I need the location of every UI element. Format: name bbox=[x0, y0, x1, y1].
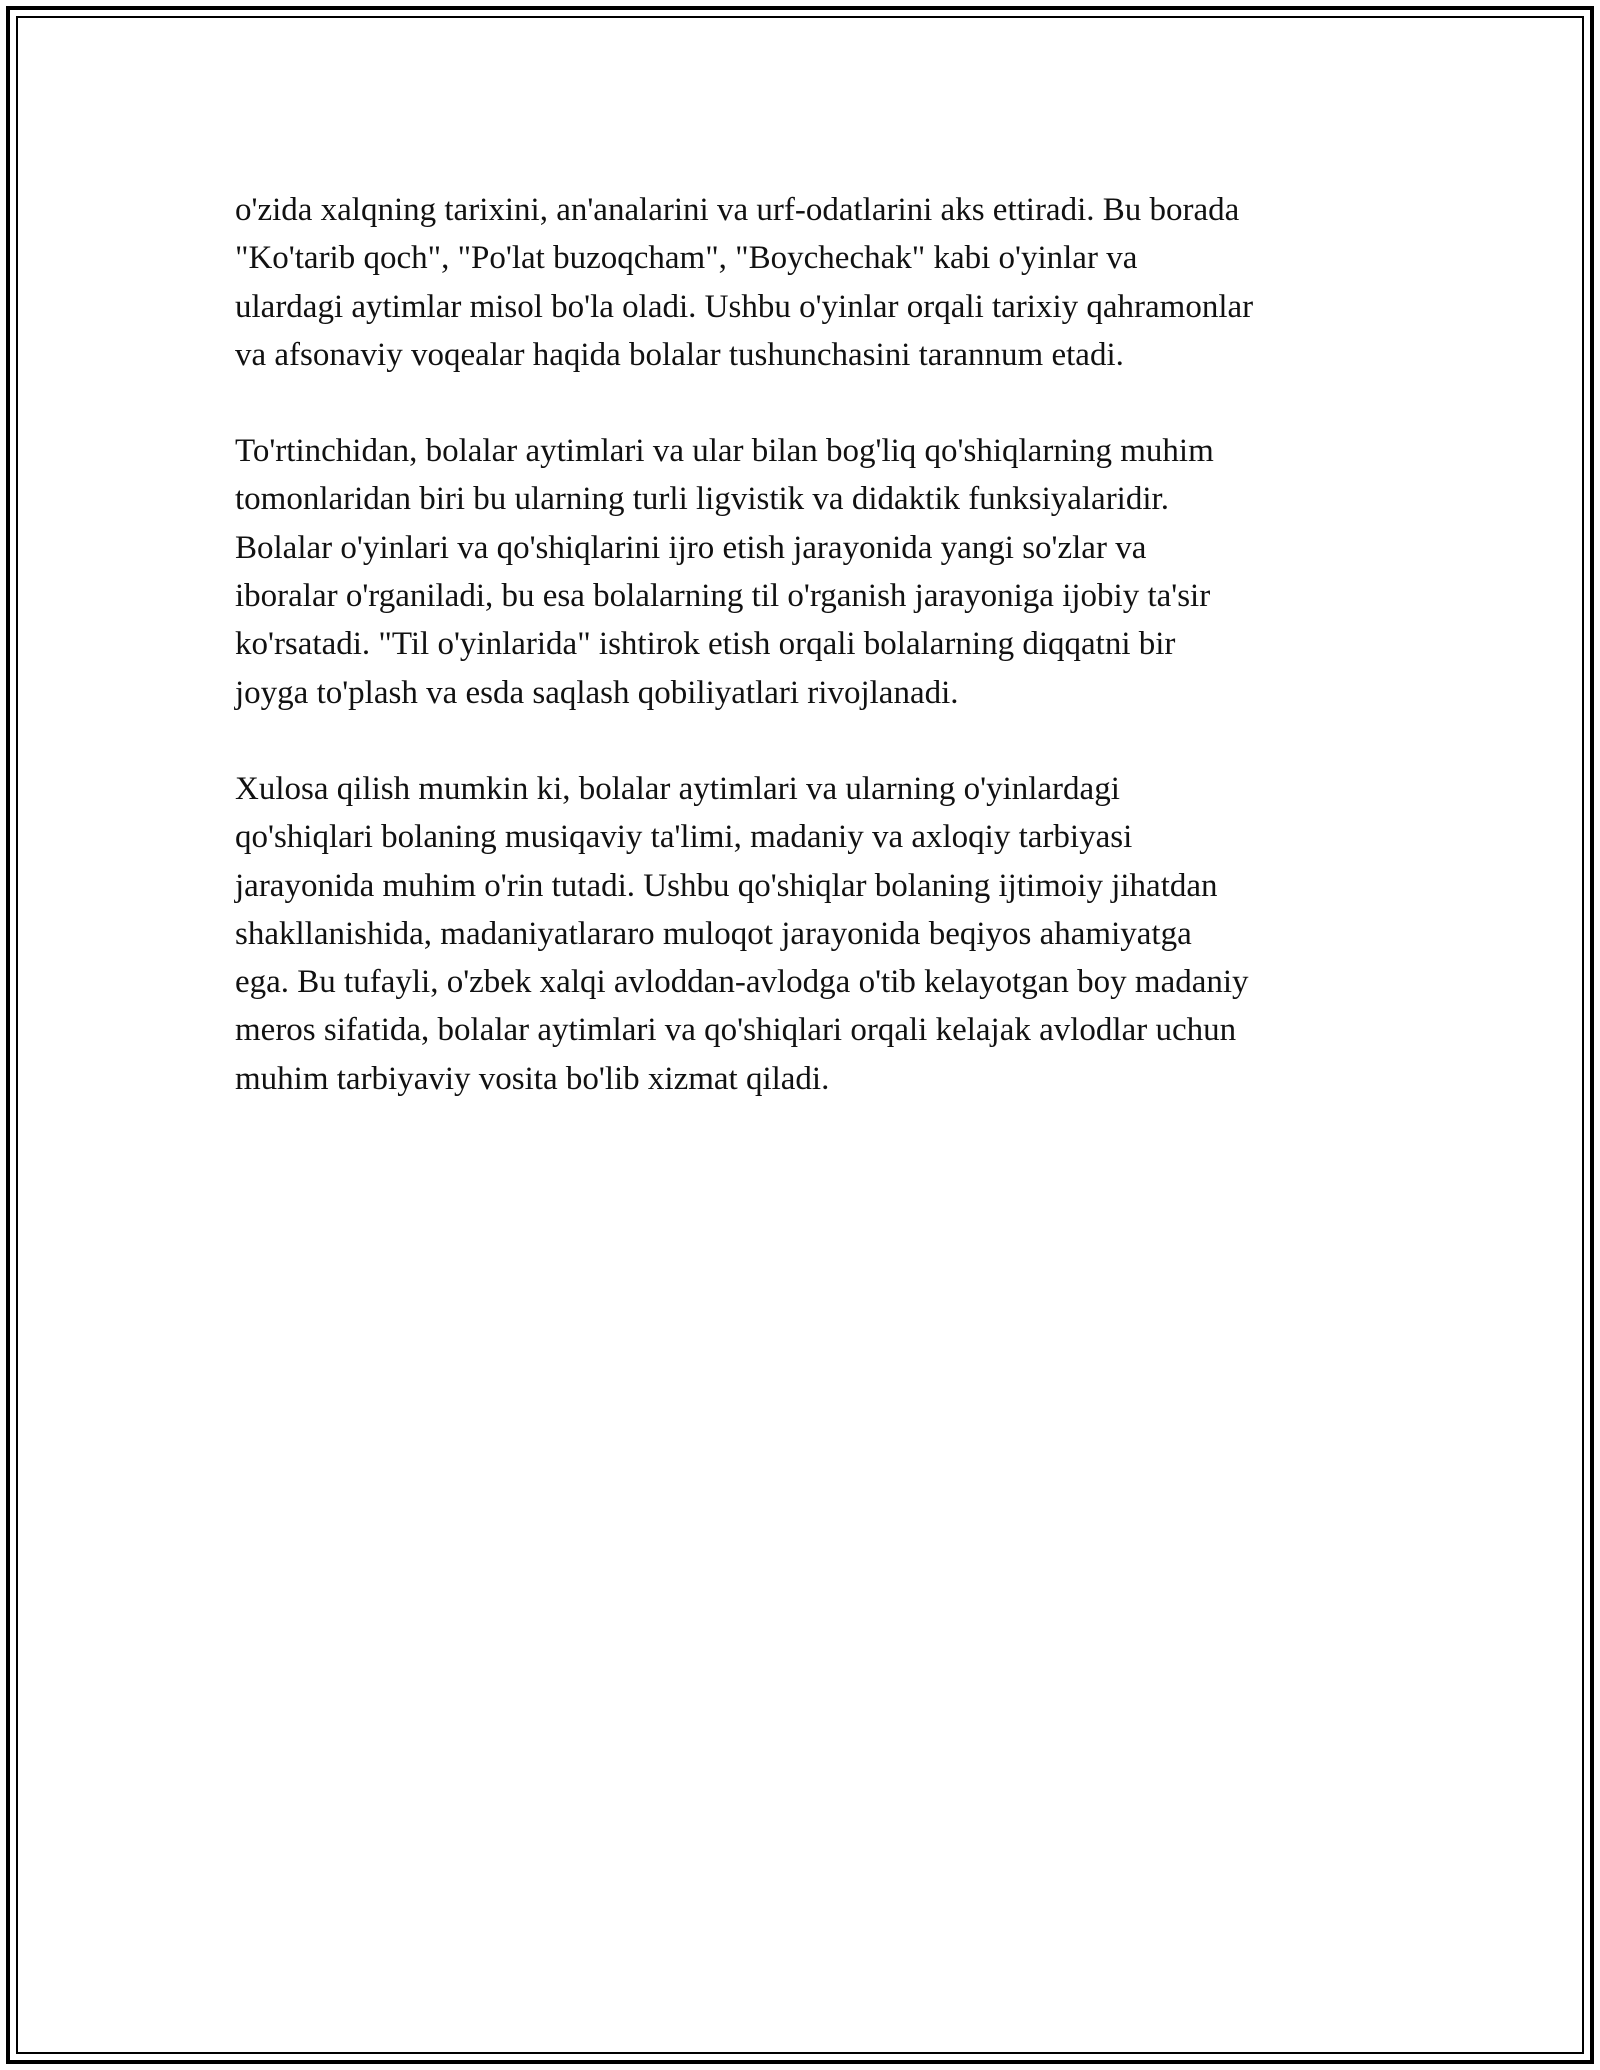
text-line: ko'rsatadi. "Til o'yinlarida" ishtirok etish orqali bolalarning diqqatni bir bbox=[235, 626, 1176, 663]
text-line: meros sifatida, bolalar aytimlari va qo'shiqlari orqali kelajak avlodlar uchun bbox=[235, 1012, 1237, 1049]
text-line: o'zida xalqning tarixini, an'analarini va urf-odatlarini aks ettiradi. Bu borada bbox=[235, 192, 1240, 228]
document-body bbox=[235, 186, 1375, 1151]
text-line: jarayonida muhim o'rin tutadi. Ushbu qo'shiqlar bolaning ijtimoiy jihatdan bbox=[235, 867, 1218, 904]
text-line: qo'shiqlari bolaning musiqaviy ta'limi, madaniy va axloqiy tarbiyasi bbox=[235, 819, 1133, 856]
paragraph-3 bbox=[235, 765, 1375, 1103]
text-line: joyga to'plash va esda saqlash qobiliyatlari rivojlanadi. bbox=[235, 674, 959, 711]
text-line: ega. Bu tufayli, o'zbek xalqi avloddan-avlodga o'tib kelayotgan boy madaniy bbox=[235, 964, 1249, 1001]
text-line: tomonlaridan biri bu ularning turli ligvistik va didaktik funksiyalaridir. bbox=[235, 481, 1169, 518]
text-line: Bolalar o'yinlari va qo'shiqlarini ijro etish jarayonida yangi so'zlar va bbox=[235, 529, 1147, 566]
paragraph-1 bbox=[235, 186, 1375, 379]
text-line: Xulosa qilish mumkin ki, bolalar aytimlari va ularning o'yinlardagi bbox=[235, 770, 1120, 807]
text-line: iboralar o'rganiladi, bu esa bolalarning til o'rganish jarayoniga ijobiy ta'sir bbox=[235, 578, 1211, 615]
text-line: ulardagi aytimlar misol bo'la oladi. Ushbu o'yinlar orqali tarixiy qahramonlar bbox=[235, 288, 1254, 325]
text-line: "Ko'tarib qoch", "Po'lat buzoqcham", "Boychechak" kabi o'yinlar va bbox=[235, 240, 1138, 277]
text-line: shakllanishida, madaniyatlararo muloqot jarayonida beqiyos ahamiyatga bbox=[235, 915, 1192, 952]
text-line: muhim tarbiyaviy vosita bo'lib xizmat qiladi. bbox=[235, 1060, 830, 1097]
text-line: va afsonaviy voqealar haqida bolalar tushunchasini tarannum etadi. bbox=[235, 336, 1124, 373]
text-line: To'rtinchidan, bolalar aytimlari va ular bilan bog'liq qo'shiqlarning muhim bbox=[235, 433, 1214, 470]
paragraph-2 bbox=[235, 427, 1375, 717]
